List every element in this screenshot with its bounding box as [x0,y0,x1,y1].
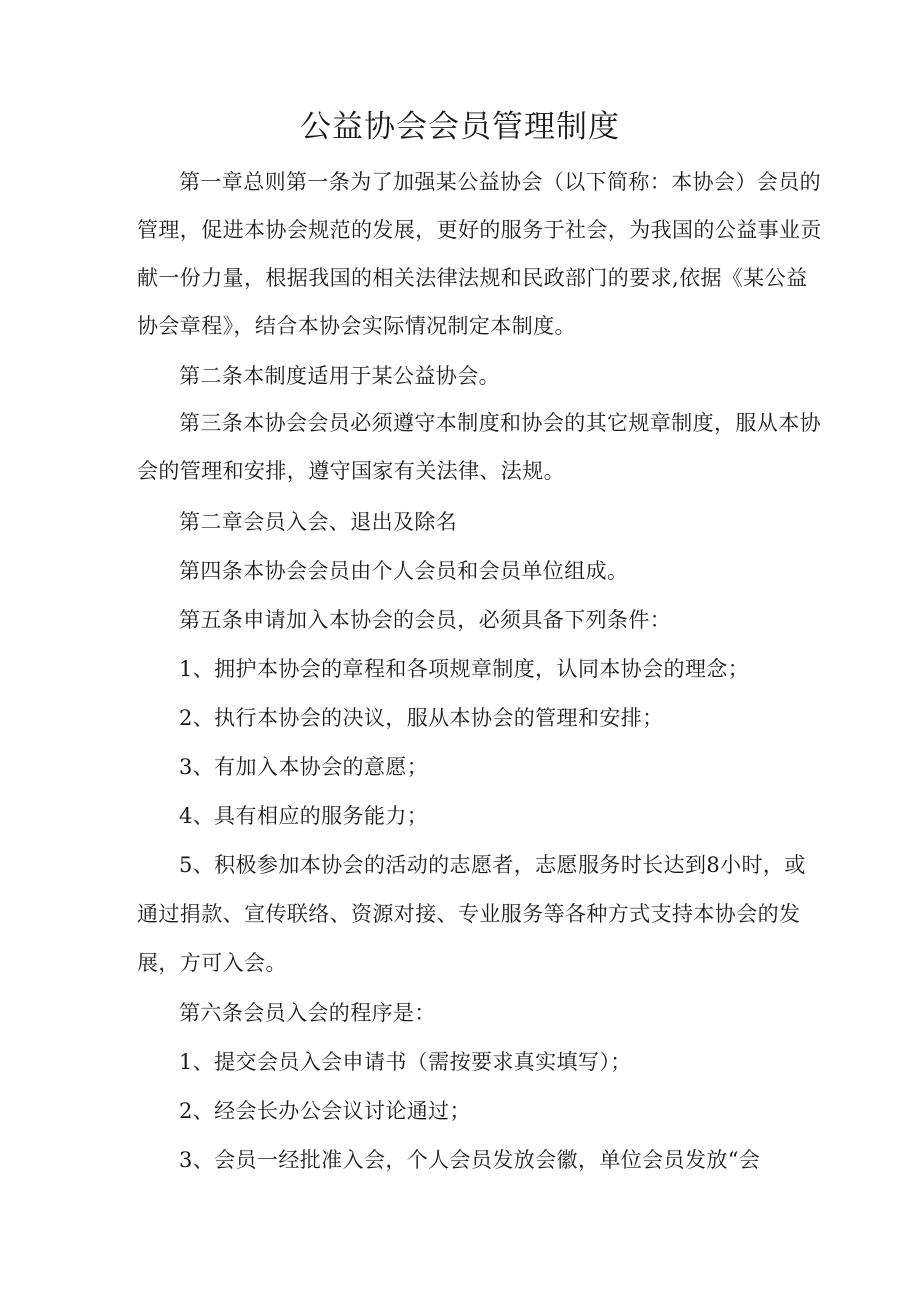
text-line: 3、有加入本协会的意愿； [179,755,429,779]
text-line: 第一章总则第一条为了加强某公益协会（以下简称：本协会）会员的 [179,170,821,194]
text-line: 1、提交会员入会申请书（需按要求真实填写）； [179,1050,632,1074]
text-line: 2、经会长办公会议讨论通过； [179,1099,471,1123]
text-line: 第四条本协会会员由个人会员和会员单位组成。 [179,559,629,583]
text-line: 4、具有相应的服务能力； [179,804,429,828]
text-line: 通过捐款、宣传联络、资源对接、专业服务等各种方式支持本协会的发 [137,902,801,926]
text-line: 展，方可入会。 [137,951,287,975]
text-line: 献一份力量，根据我国的相关法律法规和民政部门的要求,依据《某公益 [137,266,808,290]
text-line: 第五条申请加入本协会的会员，必须具备下列条件： [179,608,672,632]
text-line: 管理，促进本协会规范的发展，更好的服务于社会，为我国的公益事业贡 [137,218,822,242]
text-line: 5、积极参加本协会的活动的志愿者，志愿服务时长达到8小时，或 [179,853,806,877]
text-line: 第二章会员入会、退出及除名 [179,510,458,534]
document-title: 公益协会会员管理制度 [300,109,620,145]
text-line: 第六条会员入会的程序是： [179,1001,436,1025]
text-line: 2、执行本协会的决议，服从本协会的管理和安排； [179,706,664,730]
text-line: 1、拥护本协会的章程和各项规章制度，认同本协会的理念； [179,657,750,681]
text-line: 第三条本协会会员必须遵守本制度和协会的其它规章制度，服从本协 [179,411,821,435]
text-line: 3、会员一经批准入会，个人会员发放会徽，单位会员发放“会 [179,1148,761,1172]
text-line: 第二条本制度适用于某公益协会。 [179,364,500,388]
text-line: 协会章程》，结合本协会实际情况制定本制度。 [137,314,576,338]
text-line: 会的管理和安排，遵守国家有关法律、法规。 [137,459,565,483]
